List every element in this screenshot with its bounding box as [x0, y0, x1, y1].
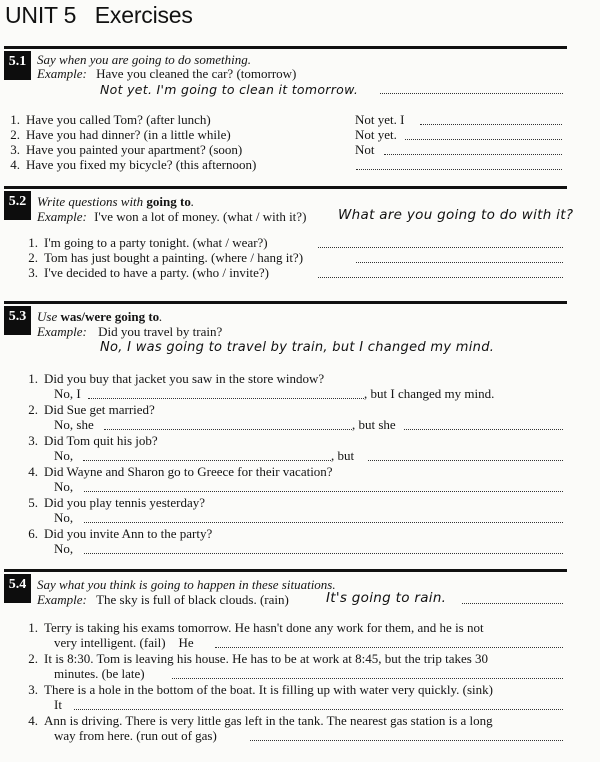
question-item: 1. Did you buy that jacket you saw in the store window? — [28, 371, 325, 386]
exercise-number-badge: 5.4 — [4, 574, 31, 603]
answer-start: Not — [355, 142, 375, 157]
answer-field[interactable] — [104, 428, 352, 430]
unit-title: UNIT 5 Exercises — [5, 2, 193, 28]
exercise-instruction: Say what you think is going to happen in these situations. — [37, 577, 336, 592]
exercise-number-badge: 5.2 — [4, 191, 31, 220]
answer-field[interactable] — [405, 138, 562, 140]
answer-field[interactable] — [88, 397, 364, 399]
answer-field[interactable] — [84, 490, 563, 492]
example-line — [37, 66, 296, 81]
question-item: 4. Did Wayne and Sharon go to Greece for their vacation? — [28, 464, 333, 479]
answer-field[interactable] — [356, 168, 562, 170]
answer-start: No, — [54, 510, 74, 525]
question-item: 4. Ann is driving. There is very little gas left in the tank. The nearest gas station is a long — [28, 713, 493, 728]
exercise-number-badge: 5.1 — [4, 51, 31, 80]
example-label: Example: — [37, 592, 87, 607]
answer-field[interactable] — [384, 153, 562, 155]
question-item: 1. I'm going to a party tonight. (what / wear?) — [28, 235, 268, 250]
example-line — [37, 324, 222, 339]
example-answer: It's going to rain. — [326, 590, 447, 606]
question-item: 1. Terry is taking his exams tomorrow. He hasn't done any work for them, and he is not — [28, 620, 484, 635]
answer-field[interactable] — [84, 552, 563, 554]
answer-field[interactable] — [318, 276, 563, 278]
question-item: 3. Have you painted your apartment? (soon) — [10, 142, 243, 157]
question-continuation: minutes. (be late) — [54, 666, 145, 681]
example-prompt: The sky is full of black clouds. (rain) — [96, 592, 289, 607]
answer-field[interactable] — [420, 123, 562, 125]
answer-start: No, — [54, 541, 74, 556]
answer-start: No, I — [54, 386, 81, 401]
section-divider — [4, 186, 567, 189]
answer-field[interactable] — [356, 261, 563, 263]
question-item: 1. Have you called Tom? (after lunch) — [10, 112, 211, 127]
exercise-instruction: Write questions with going to. — [37, 194, 195, 209]
answer-continuation: , but she — [352, 417, 396, 432]
example-answer: Not yet. I'm going to clean it tomorrow. — [100, 82, 359, 97]
example-prompt: I've won a lot of money. (what / with it?) — [94, 209, 307, 224]
answer-field[interactable] — [404, 428, 563, 430]
example-line — [37, 592, 289, 607]
answer-start: Not yet. — [355, 127, 397, 142]
answer-field[interactable] — [74, 708, 563, 710]
question-item: 2. Did Sue get married? — [28, 402, 155, 417]
answer-continuation: , but — [331, 448, 355, 463]
answer-start: No, — [54, 479, 74, 494]
example-label: Example: — [37, 324, 87, 339]
question-item: 2. Have you had dinner? (in a little while) — [10, 127, 231, 142]
answer-field[interactable] — [368, 459, 563, 461]
example-line — [37, 209, 306, 224]
answer-continuation: , but I changed my mind. — [364, 386, 495, 401]
example-answer: What are you going to do with it? — [338, 207, 574, 223]
question-item: 6. Did you invite Ann to the party? — [28, 526, 213, 541]
example-label: Example: — [37, 209, 87, 224]
section-divider — [4, 301, 567, 304]
exercise-instruction: Use was/were going to. — [37, 309, 163, 324]
question-item: 3. I've decided to have a party. (who / invite?) — [28, 265, 269, 280]
example-label: Example: — [37, 66, 87, 81]
answer-field[interactable] — [84, 521, 563, 523]
question-continuation: It — [54, 697, 62, 712]
section-divider — [4, 46, 567, 49]
exercise-number-badge: 5.3 — [4, 306, 31, 335]
example-prompt: Did you travel by train? — [98, 324, 223, 339]
answer-start: Not yet. I — [355, 112, 405, 127]
answer-field[interactable] — [250, 739, 563, 741]
question-item: 2. It is 8:30. Tom is leaving his house. He has to be at work at 8:45, but the trip takes 30 — [28, 651, 489, 666]
question-item: 3. Did Tom quit his job? — [28, 433, 158, 448]
exercise-instruction: Say when you are going to do something. — [37, 52, 251, 67]
section-divider — [4, 569, 567, 572]
answer-field[interactable] — [172, 677, 563, 679]
question-item: 4. Have you fixed my bicycle? (this afternoon) — [10, 157, 257, 172]
example-answer: No, I was going to travel by train, but I changed my mind. — [100, 340, 495, 355]
question-item: 2. Tom has just bought a painting. (where / hang it?) — [28, 250, 304, 265]
answer-field[interactable] — [83, 459, 331, 461]
question-continuation: very intelligent. (fail) He — [54, 635, 194, 650]
question-item: 3. There is a hole in the bottom of the boat. It is filling up with water very quickly. (sink) — [28, 682, 494, 697]
answer-field[interactable] — [215, 646, 563, 648]
answer-line — [380, 92, 563, 94]
answer-start: No, — [54, 448, 74, 463]
example-prompt: Have you cleaned the car? (tomorrow) — [96, 66, 297, 81]
answer-field[interactable] — [318, 246, 563, 248]
question-continuation: way from here. (run out of gas) — [54, 728, 217, 743]
answer-start: No, she — [54, 417, 94, 432]
answer-line — [462, 602, 563, 604]
question-item: 5. Did you play tennis yesterday? — [28, 495, 206, 510]
